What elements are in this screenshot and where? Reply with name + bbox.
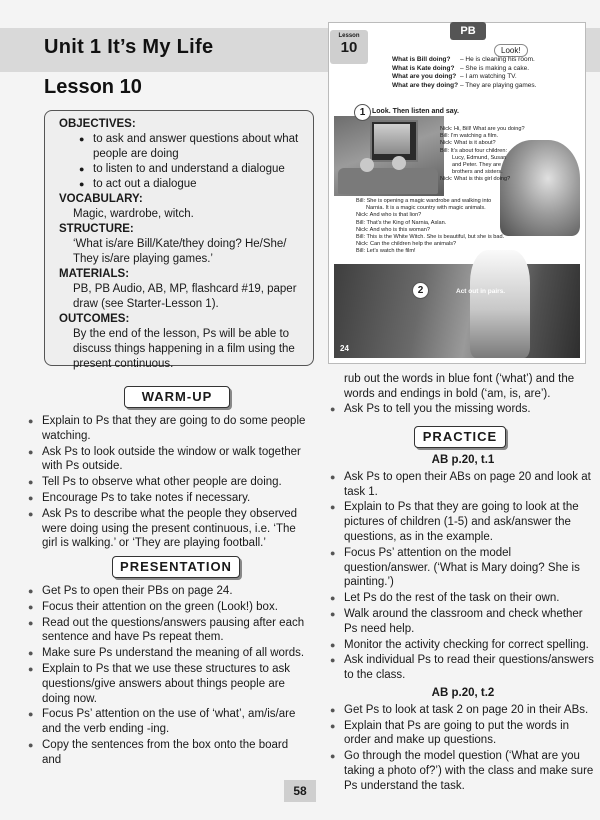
practice-item: ● Explain to Ps that they are going to look at the pictures of children (1-5) and ask/answer the questions, as in the example. [330, 500, 596, 544]
qa-row: What is Kate doing? – She is making a cake. [392, 64, 530, 72]
continuation-item: ● Ask Ps to tell you the missing words. [330, 402, 596, 417]
warmup-item: ● Explain to Ps that they are going to do some people watching. [28, 414, 308, 444]
practice-heading: PRACTICE [414, 426, 506, 448]
practice-item: ● Explain that Ps are going to put the words in order and make up questions. [330, 719, 596, 749]
right-column-top [330, 372, 596, 417]
pb-lesson-word: Lesson [338, 33, 360, 39]
materials-heading: MATERIALS: [59, 268, 130, 280]
dialogue-right: Nick: Hi, Bill! What are you doing? Bill: I’m watching a film. Nick: What is it about? Bill: It’s about four children: Lucy, Edmund, Susan and Peter. They are brothers and sisters. Nick: What is this girl doing? [440, 126, 525, 183]
film-scene-illustration [334, 264, 580, 358]
presentation-heading: PRESENTATION [112, 556, 240, 578]
qa-row: What are you doing? – I am watching TV. [392, 73, 517, 80]
warmup-item: ● Ask Ps to look outside the window or walk together with Ps outside. [28, 445, 308, 475]
practice-item: ● Walk around the classroom and check whether Ps need help. [330, 607, 596, 637]
practice-item: ● Get Ps to look at task 2 on page 20 in their ABs. [330, 703, 596, 718]
look-box-qa [392, 56, 536, 90]
practice-item: ● Go through the model question (‘What are you taking a photo of?’) with the class and make sure Ps understand the task. [330, 749, 596, 793]
exercise-2-label: Act out in pairs. [456, 288, 506, 295]
child-figure [360, 158, 374, 172]
sofa-illustration [338, 168, 438, 194]
presentation-item: ● Focus their attention on the green (Look!) box. [28, 600, 308, 615]
practice-subheading-1: AB p.20, t.1 [431, 454, 495, 466]
dialogue-bottom: Bill: She is opening a magic wardrobe and walking into Narnia. It is a magic country with magic animals. Nick: And who is that lion? Bill: That’s the King of Narnia, Aslan. Nick: And who is this woman? Bill: This is the White Witch. She is beautiful, but she is bad. Nick: Can the children help the animals? Bill: Let’s watch the film! [356, 198, 505, 255]
pb-tag: PB [450, 22, 486, 40]
practice-item: ● Ask individual Ps to read their questions/answers to the class. [330, 653, 596, 683]
objective-item: ● to ask and answer questions about what people are doing [77, 132, 303, 162]
vocabulary-heading: VOCABULARY: [59, 193, 143, 205]
qa-row: What is Bill doing? – He is cleaning his room. [392, 56, 535, 63]
practice-item: ● Monitor the activity checking for correct spelling. [330, 638, 596, 653]
warmup-item: ● Tell Ps to observe what other people are doing. [28, 475, 308, 490]
practice-item: ● Focus Ps’ attention on the model question/answer. (‘What is Mary doing? She is painting.’) [330, 546, 596, 590]
presentation-item: ● Make sure Ps understand the meaning of all words. [28, 646, 308, 661]
pb-lesson-number: 10 [340, 39, 358, 56]
exercise-1-number: 1 [354, 104, 371, 121]
pb-page-number: 24 [340, 344, 349, 353]
objective-item: ● to listen to and understand a dialogue [77, 162, 303, 177]
child-figure [392, 156, 406, 170]
practice-subheading-2: AB p.20, t.2 [431, 686, 495, 699]
continuation-text: rub out the words in blue font (‘what’) and the words and endings in bold (‘am, is, are’). [344, 373, 575, 400]
presentation-item: ● Read out the questions/answers pausing after each sentence and have Ps repeat them. [28, 616, 308, 646]
vocabulary-text: Magic, wardrobe, witch. [73, 208, 194, 220]
look-box-label: Look! [494, 44, 528, 57]
warmup-item: ● Encourage Ps to take notes if necessary. [28, 491, 308, 506]
structure-text: ‘What is/are Bill/Kate/they doing? He/She/ They is/are playing games.’ [73, 238, 287, 265]
presentation-item: ● Focus Ps’ attention on the use of ‘what’, am/is/are and the verb ending -ing. [28, 707, 308, 737]
practice-item: ● Ask Ps to open their ABs on page 20 and look at task 1. [330, 470, 596, 500]
presentation-item: ● Explain to Ps that we use these structures to ask questions/give answers about things people are doing now. [28, 662, 308, 706]
pb-lesson-badge [330, 30, 368, 64]
presentation-item: ● Get Ps to open their PBs on page 24. [28, 584, 308, 599]
practice-list [330, 450, 596, 795]
practice-item: ● Let Ps do the rest of the task on their own. [330, 591, 596, 606]
outcomes-text: By the end of the lesson, Ps will be able to discuss things happening in a film using the present continuous. [73, 328, 295, 370]
witch-illustration [470, 250, 530, 358]
page-number: 58 [284, 780, 316, 802]
warmup-heading: WARM-UP [124, 386, 230, 408]
outcomes-heading: OUTCOMES: [59, 313, 130, 325]
objectives-heading: OBJECTIVES: [59, 118, 136, 130]
unit-title: Unit 1 It’s My Life [44, 36, 214, 58]
warmup-list [28, 414, 308, 552]
lesson-title: Lesson 10 [44, 76, 142, 98]
warmup-item: ● Ask Ps to describe what the people they observed were doing using the present continuous, i.e. ‘The girl is walking.’ or ‘They are playing football.’ [28, 507, 308, 551]
qa-row: What are they doing? – They are playing games. [392, 81, 537, 89]
tv-screen [374, 124, 410, 154]
structure-heading: STRUCTURE: [59, 223, 134, 235]
presentation-item: ● Copy the sentences from the box onto the board and [28, 738, 308, 768]
objective-item: ● to act out a dialogue [77, 177, 303, 192]
presentation-list [28, 584, 308, 769]
exercise-2-number: 2 [412, 282, 429, 299]
materials-text: PB, PB Audio, AB, MP, flashcard #19, paper draw (see Starter-Lesson 1). [73, 283, 297, 310]
objectives-box [44, 110, 314, 370]
exercise-1-label: Look. Then listen and say. [372, 108, 459, 115]
